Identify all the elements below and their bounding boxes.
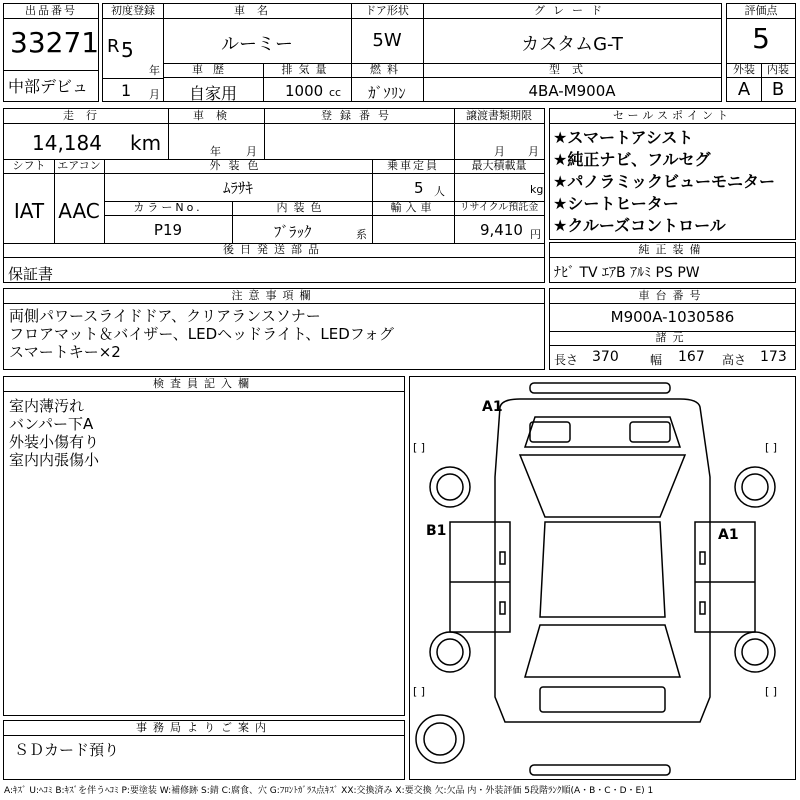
ext-color: ﾑﾗｻｷ (222, 179, 253, 197)
inspection-label: 車検 (168, 109, 264, 124)
recycle-label: リサイクル預託金 (454, 201, 544, 216)
windshield (520, 455, 685, 517)
score: 5 (752, 22, 770, 55)
sales-points-box (549, 108, 796, 240)
color-no-label: カラーNo. (104, 201, 232, 216)
notes-box (3, 288, 545, 370)
lot-number-box (3, 3, 99, 102)
history-label: 車歴 (163, 63, 263, 78)
chassis-number: M900A-1030586 (610, 308, 735, 326)
transfer-label: 譲渡書類期限 (454, 109, 544, 124)
sales-points-list (553, 127, 775, 237)
displacement: 1000 (285, 82, 324, 100)
capacity: 5 (414, 179, 424, 197)
ac-label: エアコン (54, 159, 104, 174)
score-box (726, 3, 796, 102)
later-parts: 保証書 (8, 265, 54, 283)
roof-outline (540, 522, 665, 617)
ac: AAC (58, 199, 100, 223)
shift-label: シフト (4, 159, 54, 174)
chassis-label: 車台番号 (550, 289, 795, 304)
genuine-equipment: ﾅﾋﾞ TV ｴｱB ｱﾙﾐ PS PW (554, 265, 700, 281)
sales-point-item: ★純正ナビ、フルセグ (553, 150, 711, 169)
displacement-label: 排気量 (263, 63, 351, 78)
front-bumper (530, 383, 670, 393)
sales-point-item: ★クルーズコントロール (553, 216, 726, 235)
front-grille-right (630, 422, 670, 442)
inspector-line: バンパー下A (9, 415, 94, 433)
capacity-unit: 人 (434, 185, 445, 198)
sales-point-item: ★パノラミックビューモニター (553, 172, 776, 191)
month-unit: 月 (149, 88, 160, 101)
int-grade-label: 内装 (761, 63, 795, 78)
mileage-label: 走行 (4, 109, 168, 124)
inspector-line: 室内薄汚れ (9, 397, 85, 415)
int-color-unit: 系 (356, 228, 367, 241)
fuel-label: 燃料 (351, 63, 423, 78)
mark-right-a1: A1 (718, 527, 739, 543)
notes-label: 注意事項欄 (4, 289, 544, 304)
office-label: 事務局よりご案内 (4, 721, 404, 736)
notes-lines (9, 307, 394, 361)
recycle-unit: 円 (530, 228, 541, 241)
ext-grade: A (737, 79, 751, 100)
sales-point-item: ★スマートアシスト (553, 128, 694, 147)
mark-front-a1: A1 (482, 399, 503, 415)
reg-year: 5 (121, 38, 134, 62)
color-no: P19 (153, 221, 183, 239)
note-line: スマートキー×2 (9, 343, 121, 361)
sales-point-item: ★シートヒーター (553, 194, 679, 213)
door-type: 5W (372, 30, 402, 51)
inspection-year-unit: 年 (210, 145, 221, 158)
length-label: 長さ (554, 353, 579, 367)
height-label: 高さ (722, 353, 747, 367)
ext-color-label: 外装色 (104, 159, 372, 174)
later-parts-label: 後日発送部品 (4, 243, 544, 258)
wheel-front-left-icon (430, 467, 470, 507)
door-label: ドア形状 (351, 4, 423, 19)
mileage: 14,184 (32, 131, 102, 155)
car-name: ルーミー (221, 34, 293, 55)
spec-label: 諸元 (550, 331, 795, 346)
inspector-box (3, 376, 405, 716)
front-grille (530, 422, 570, 442)
wheel-rear-right-icon (735, 632, 775, 672)
lot-number-label: 出品番号 (4, 4, 98, 19)
debut-label: 中部デビュ (8, 77, 89, 96)
load-unit: kg (530, 183, 544, 196)
damage-legend: A:ｷｽﾞ U:ﾍｺﾐ B:ｷｽﾞを伴うﾍｺﾐ P:要塗装 W:補修跡 S:錆 C:腐食、穴 G:ﾌﾛﾝﾄｶﾞﾗｽ点ｷｽﾞ XX:交換済み X:要交換 欠:欠品 内・外装評価 5段階ﾗﾝｸ順(A・B・C・D・E) 1 (4, 786, 654, 796)
office-message: ＳＤカード預り (14, 741, 120, 759)
rear-window (525, 625, 680, 677)
reg-month: 1 (121, 81, 132, 100)
bracket-right-rear: [ ] (765, 685, 778, 698)
year-unit: 年 (149, 64, 160, 77)
int-grade: B (771, 79, 785, 100)
left-side-body (450, 522, 510, 632)
sales-points-label: セールスポイント (550, 109, 795, 124)
import-label: 輸入車 (372, 201, 454, 216)
ext-grade-label: 外装 (727, 63, 761, 78)
fuel: ｶﾞｿﾘﾝ (368, 84, 406, 102)
displacement-unit: cc (329, 86, 342, 99)
mark-left-b1: B1 (426, 523, 447, 539)
bracket-left-front: [ ] (413, 441, 426, 454)
int-color: ﾌﾞﾗｯｸ (274, 223, 312, 241)
model-label: 型式 (423, 63, 721, 78)
grade: カスタムG-T (521, 34, 623, 55)
grade-label: グレード (423, 4, 721, 19)
damage-diagram-box (409, 376, 796, 780)
transfer-day-unit: 月 (528, 145, 539, 158)
wheel-front-right-icon (735, 467, 775, 507)
mileage-unit: km (130, 131, 162, 155)
wheel-rear-left-icon (430, 632, 470, 672)
inspector-line: 室内内張傷小 (9, 451, 100, 469)
era: R (107, 36, 120, 57)
width-label: 幅 (650, 353, 663, 367)
model: 4BA-M900A (528, 82, 616, 100)
inspector-line: 外装小傷有り (9, 433, 100, 451)
car-diagram (410, 377, 795, 779)
spare-wheel-icon (416, 715, 464, 763)
genuine-equipment-box (549, 242, 796, 283)
lot-number: 33271 (10, 26, 100, 59)
width: 167 (678, 349, 705, 365)
shift: IAT (13, 199, 45, 223)
inspector-label: 検査員記入欄 (4, 377, 404, 392)
note-line: 両側パワースライドドア、クリアランスソナー (9, 307, 321, 325)
transfer-month-unit: 月 (494, 145, 505, 158)
car-name-label: 車名 (163, 4, 351, 19)
rear-hatch (540, 687, 665, 712)
int-color-label: 内装色 (232, 201, 372, 216)
score-label: 評価点 (727, 4, 795, 19)
genuine-label: 純正装備 (550, 243, 795, 258)
bracket-left-rear: [ ] (413, 685, 426, 698)
note-line: フロアマット＆バイザー、LEDヘッドライト、LEDフォグ (9, 325, 395, 343)
bracket-right-front: [ ] (765, 441, 778, 454)
length: 370 (592, 349, 619, 365)
recycle: 9,410 (480, 221, 523, 239)
chassis-box (549, 288, 796, 370)
height: 173 (760, 349, 787, 365)
inspector-lines (9, 397, 99, 469)
details-box (3, 108, 545, 283)
rear-bumper (530, 765, 670, 775)
basic-info-box (102, 3, 722, 102)
reg-no-label: 登録番号 (264, 109, 454, 124)
first-reg-label: 初度登録 (103, 4, 163, 19)
history: 自家用 (188, 84, 237, 103)
office-box (3, 720, 405, 780)
load-label: 最大積載量 (454, 159, 544, 174)
capacity-label: 乗車定員 (372, 159, 454, 174)
inspection-month-unit: 月 (246, 145, 257, 158)
